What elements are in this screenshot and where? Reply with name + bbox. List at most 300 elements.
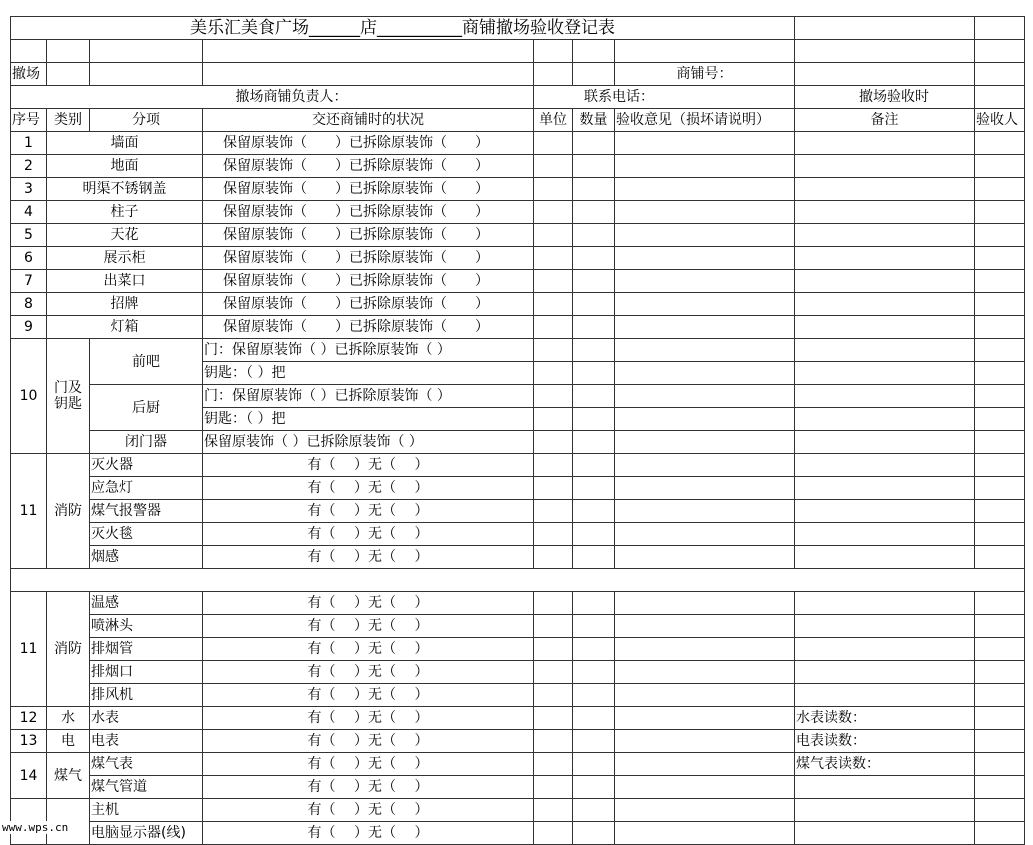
cell[interactable] [975,155,1025,178]
cell[interactable] [795,684,975,707]
table-row [11,201,1025,224]
cell[interactable] [795,500,975,523]
cell[interactable] [795,408,975,431]
cell[interactable] [534,707,573,730]
cell[interactable] [534,224,573,247]
cell[interactable] [534,753,573,776]
cell[interactable] [795,178,975,201]
cell[interactable] [573,362,615,385]
cell[interactable] [534,730,573,753]
item-name: 灭火器 [90,454,203,477]
cell[interactable] [534,592,573,615]
cell[interactable] [795,316,975,339]
cell[interactable] [534,385,573,408]
status-text: 有（ ）无（ ） [203,776,534,799]
cell[interactable] [203,63,534,86]
table-row [11,224,1025,247]
cell[interactable] [615,776,795,799]
watermark: www.wps.cn [2,821,69,834]
cell[interactable] [573,40,615,63]
cell[interactable] [975,707,1025,730]
cell[interactable] [615,155,795,178]
category: 水 [47,707,90,730]
meter-reading-label: 电表读数： [795,730,975,753]
cell[interactable] [615,684,795,707]
cell[interactable] [573,523,615,546]
cell[interactable] [90,40,203,63]
table-row [11,339,1025,362]
status-text: 钥匙：（ ）把 [203,408,534,431]
table-row [11,500,1025,523]
cell[interactable] [615,178,795,201]
cell[interactable] [534,63,573,86]
cell[interactable] [795,293,975,316]
item-name: 煤气表 [90,753,203,776]
cell[interactable] [795,385,975,408]
cell[interactable] [795,615,975,638]
row-number: 3 [11,178,47,201]
row-number: 4 [11,201,47,224]
row-number: 5 [11,224,47,247]
cell[interactable] [975,132,1025,155]
cell[interactable] [615,753,795,776]
status-text: 有（ ）无（ ） [203,661,534,684]
item-name: 主机 [90,799,203,822]
cell[interactable] [534,477,573,500]
table-row [11,178,1025,201]
status-text: 有（ ）无（ ） [203,523,534,546]
sheet-title: 美乐汇美食广场______店__________商铺撤场验收登记表 [11,17,795,40]
cell[interactable] [573,684,615,707]
cell[interactable] [795,362,975,385]
cell[interactable] [615,316,795,339]
cell[interactable] [534,523,573,546]
cell[interactable] [573,730,615,753]
item-name: 展示柜 [47,247,203,270]
status-text: 有（ ）无（ ） [203,454,534,477]
cell[interactable] [573,247,615,270]
cell[interactable] [615,293,795,316]
item-name: 排烟管 [90,638,203,661]
item-name: 墙面 [47,132,203,155]
table-row [11,753,1025,776]
table-row [11,293,1025,316]
table-row [11,730,1025,753]
cell[interactable] [975,822,1025,845]
cell[interactable] [534,684,573,707]
row-number: 1 [11,132,47,155]
cell[interactable] [573,155,615,178]
status-text: 有（ ）无（ ） [203,477,534,500]
item-name: 喷淋头 [90,615,203,638]
cell[interactable] [615,799,795,822]
item-name: 前吧 [90,339,203,385]
cell[interactable] [615,822,795,845]
cell[interactable] [534,638,573,661]
cell[interactable] [534,408,573,431]
item-name: 灯箱 [47,316,203,339]
item-name: 出菜口 [47,270,203,293]
contact-row [11,86,1025,109]
cell[interactable] [534,155,573,178]
cell[interactable] [47,63,90,86]
cell[interactable] [534,40,573,63]
cell[interactable] [975,592,1025,615]
status-text: 保留原装饰（ ）已拆除原装饰（ ） [203,293,534,316]
cell[interactable] [975,385,1025,408]
status-text: 有（ ）无（ ） [203,615,534,638]
status-text: 保留原装饰（ ）已拆除原装饰（ ） [203,270,534,293]
header-row [11,109,1025,132]
cell[interactable] [615,592,795,615]
cell[interactable] [975,776,1025,799]
table-row [11,132,1025,155]
item-name: 招牌 [47,293,203,316]
cell[interactable] [534,661,573,684]
status-text: 门：保留原装饰（ ）已拆除原装饰（ ） [203,339,534,362]
cell[interactable] [615,339,795,362]
cell[interactable] [615,477,795,500]
column-header: 验收人 [975,109,1025,132]
accept-time-label: 撤场验收时 [795,86,975,109]
cell[interactable] [615,730,795,753]
table-row [11,707,1025,730]
cell[interactable] [615,224,795,247]
table-row [11,270,1025,293]
cell[interactable] [573,132,615,155]
cell[interactable] [615,431,795,454]
cell[interactable] [573,753,615,776]
cell[interactable] [975,753,1025,776]
cell[interactable] [534,546,573,569]
cell[interactable] [975,63,1025,86]
table-row [11,385,1025,408]
cell[interactable] [615,362,795,385]
cell[interactable] [615,247,795,270]
status-text: 有（ ）无（ ） [203,638,534,661]
status-text: 有（ ）无（ ） [203,822,534,845]
cell[interactable] [975,454,1025,477]
table-row [11,477,1025,500]
cell[interactable] [795,431,975,454]
phone-label: 联系电话： [534,86,795,109]
cell[interactable] [573,799,615,822]
cell[interactable] [615,615,795,638]
cell[interactable] [795,63,975,86]
cell[interactable] [573,316,615,339]
cell[interactable] [975,730,1025,753]
cell[interactable] [534,454,573,477]
cell[interactable] [573,270,615,293]
cell[interactable] [975,661,1025,684]
category: 消防 [47,592,90,707]
cell[interactable] [573,546,615,569]
table-row [11,316,1025,339]
cell[interactable] [534,500,573,523]
meter-reading-label: 水表读数： [795,707,975,730]
manager-label: 撤场商铺负责人： [11,86,534,109]
cell[interactable] [615,270,795,293]
status-text: 保留原装饰（ ）已拆除原装饰（ ） [203,247,534,270]
category: 消防 [47,454,90,569]
status-text: 保留原装饰（ ）已拆除原装饰（ ） [203,178,534,201]
cell[interactable] [573,707,615,730]
cell[interactable] [615,707,795,730]
item-name: 排烟口 [90,661,203,684]
blank-row [11,569,1025,592]
cell[interactable] [795,661,975,684]
status-text: 保留原装饰（ ）已拆除原装饰（ ） [203,132,534,155]
category: 门及钥匙 [47,339,90,454]
cell[interactable] [795,776,975,799]
cell[interactable] [573,431,615,454]
row-number: 12 [11,707,47,730]
row-number: 9 [11,316,47,339]
status-text: 门：保留原装饰（ ）已拆除原装饰（ ） [203,385,534,408]
item-name: 电表 [90,730,203,753]
cell[interactable] [534,431,573,454]
empty-row [11,40,1025,63]
cell[interactable] [975,316,1025,339]
cell[interactable] [573,661,615,684]
cell[interactable] [795,201,975,224]
cell[interactable] [975,523,1025,546]
item-name: 烟感 [90,546,203,569]
cell[interactable] [795,592,975,615]
table-row [11,546,1025,569]
cell[interactable] [795,799,975,822]
cell[interactable] [795,523,975,546]
table-row [11,799,1025,822]
cell[interactable] [975,799,1025,822]
status-text: 有（ ）无（ ） [203,592,534,615]
cell[interactable] [975,546,1025,569]
row-number: 7 [11,270,47,293]
cell[interactable] [975,270,1025,293]
cell[interactable] [534,132,573,155]
cell[interactable] [534,339,573,362]
cell[interactable] [615,638,795,661]
item-name: 应急灯 [90,477,203,500]
status-text: 有（ ）无（ ） [203,500,534,523]
cell[interactable] [975,17,1025,40]
cell[interactable] [573,822,615,845]
cell[interactable] [573,477,615,500]
cell[interactable] [615,523,795,546]
cell[interactable] [795,224,975,247]
cell[interactable] [11,40,47,63]
cell[interactable] [795,155,975,178]
cell[interactable] [534,799,573,822]
status-text: 保留原装饰（ ）已拆除原装饰（ ） [203,316,534,339]
cell[interactable] [615,454,795,477]
item-name: 排风机 [90,684,203,707]
item-name: 柱子 [47,201,203,224]
cell[interactable] [534,316,573,339]
item-name: 后厨 [90,385,203,431]
cell[interactable] [11,569,1025,592]
cell[interactable] [975,339,1025,362]
cell[interactable] [975,408,1025,431]
column-header: 类别 [47,109,90,132]
column-header: 备注 [795,109,975,132]
cell[interactable] [975,40,1025,63]
row-number: 11 [11,592,47,707]
cell[interactable] [534,776,573,799]
status-text: 有（ ）无（ ） [203,707,534,730]
table-row [11,247,1025,270]
status-text: 有（ ）无（ ） [203,730,534,753]
cell[interactable] [573,615,615,638]
meter-reading-label: 煤气表读数： [795,753,975,776]
item-name: 水表 [90,707,203,730]
cell[interactable] [534,293,573,316]
row-number: 10 [11,339,47,454]
status-text: 有（ ）无（ ） [203,546,534,569]
status-text: 保留原装饰（ ）已拆除原装饰（ ） [203,201,534,224]
cell[interactable] [534,615,573,638]
cell[interactable] [90,63,203,86]
status-text: 保留原装饰（ ）已拆除原装饰（ ） [203,155,534,178]
cell[interactable] [795,454,975,477]
cell[interactable] [975,477,1025,500]
cell[interactable] [615,500,795,523]
column-header: 数量 [573,109,615,132]
cell[interactable] [573,178,615,201]
item-name: 温感 [90,592,203,615]
cell[interactable] [47,40,90,63]
status-text: 保留原装饰（ ）已拆除原装饰（ ） [203,224,534,247]
cell[interactable] [975,293,1025,316]
table-row [11,822,1025,845]
exit-label: 撤场 [11,63,47,86]
cell[interactable] [534,362,573,385]
cell[interactable] [975,500,1025,523]
status-text: 保留原装饰（ ）已拆除原装饰（ ） [203,431,534,454]
item-name: 地面 [47,155,203,178]
item-name: 明渠不锈钢盖 [47,178,203,201]
item-name: 闭门器 [90,431,203,454]
table-row [11,661,1025,684]
title-row [11,17,1025,40]
category: 电 [47,730,90,753]
cell[interactable] [795,339,975,362]
cell[interactable] [615,661,795,684]
table-row [11,523,1025,546]
column-header: 验收意见（损坏请说明） [615,109,795,132]
item-name: 灭火毯 [90,523,203,546]
cell[interactable] [975,362,1025,385]
table-row [11,615,1025,638]
table-row [11,638,1025,661]
cell[interactable] [975,638,1025,661]
cell[interactable] [795,40,975,63]
cell[interactable] [573,592,615,615]
cell[interactable] [534,270,573,293]
shop-number-label: 商铺号： [615,63,795,86]
item-name: 电脑显示器(线) [90,822,203,845]
status-text: 钥匙：（ ）把 [203,362,534,385]
cell[interactable] [795,638,975,661]
cell[interactable] [795,477,975,500]
cell[interactable] [795,17,975,40]
row-number: 2 [11,155,47,178]
cell[interactable] [795,546,975,569]
cell[interactable] [534,247,573,270]
cell[interactable] [573,408,615,431]
cell[interactable] [615,201,795,224]
column-header: 分项 [90,109,203,132]
cell[interactable] [573,454,615,477]
row-number: 11 [11,454,47,569]
cell[interactable] [615,385,795,408]
item-name: 煤气管道 [90,776,203,799]
table-row [11,684,1025,707]
cell[interactable] [573,776,615,799]
row-number: 8 [11,293,47,316]
cell[interactable] [975,201,1025,224]
item-name: 煤气报警器 [90,500,203,523]
cell[interactable] [573,224,615,247]
item-name: 天花 [47,224,203,247]
cell[interactable] [573,638,615,661]
table-row [11,776,1025,799]
cell[interactable] [573,500,615,523]
column-header: 交还商铺时的状况 [203,109,534,132]
cell[interactable] [615,40,795,63]
cell[interactable] [203,40,534,63]
status-text: 有（ ）无（ ） [203,799,534,822]
row-number: 6 [11,247,47,270]
cell[interactable] [534,178,573,201]
category: 煤气 [47,753,90,799]
table-row [11,155,1025,178]
cell[interactable] [573,63,615,86]
cell[interactable] [975,224,1025,247]
cell[interactable] [795,822,975,845]
cell[interactable] [975,178,1025,201]
inspection-sheet [10,16,1025,845]
table-row [11,454,1025,477]
cell[interactable] [573,385,615,408]
cell[interactable] [534,822,573,845]
cell[interactable] [795,247,975,270]
status-text: 有（ ）无（ ） [203,753,534,776]
cell[interactable] [615,546,795,569]
cell[interactable] [573,339,615,362]
cell[interactable] [573,201,615,224]
cell[interactable] [795,270,975,293]
exit-row [11,63,1025,86]
cell[interactable] [975,684,1025,707]
cell[interactable] [615,132,795,155]
cell[interactable] [573,293,615,316]
table-row [11,431,1025,454]
row-number: 14 [11,753,47,799]
cell[interactable] [975,615,1025,638]
cell[interactable] [975,431,1025,454]
column-header: 单位 [534,109,573,132]
table-row [11,592,1025,615]
row-number: 13 [11,730,47,753]
status-text: 有（ ）无（ ） [203,684,534,707]
cell[interactable] [615,408,795,431]
column-header: 序号 [11,109,47,132]
cell[interactable] [795,132,975,155]
cell[interactable] [975,86,1025,109]
cell[interactable] [975,247,1025,270]
cell[interactable] [534,201,573,224]
